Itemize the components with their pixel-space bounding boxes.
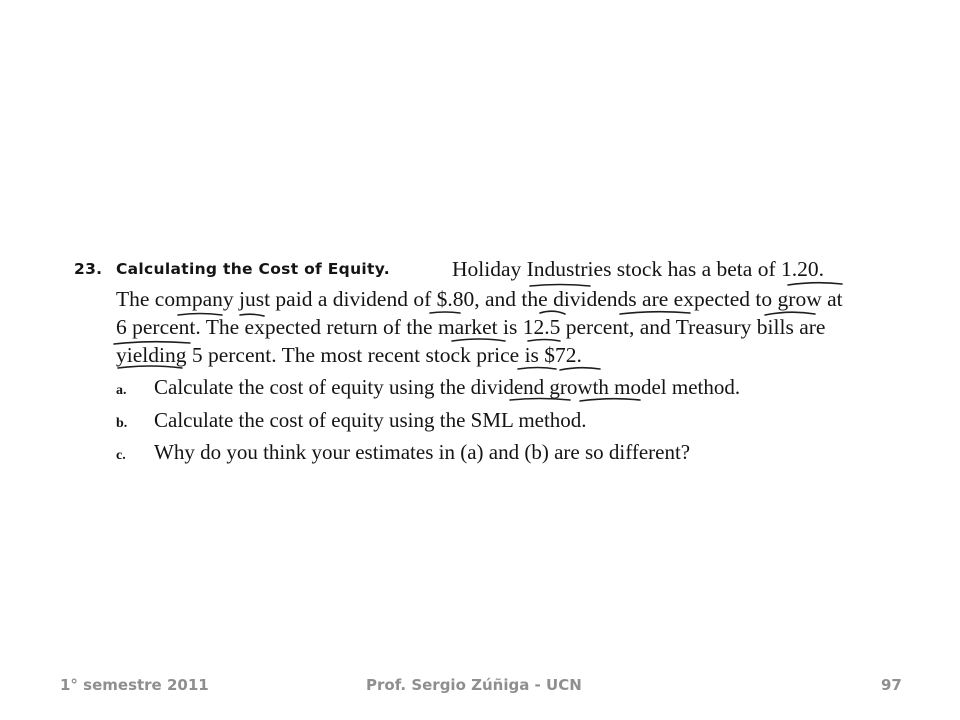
problem-text-line-1: Holiday Industries stock has a beta of 1.20. bbox=[452, 257, 824, 281]
question-c-text: Why do you think your estimates in (a) and (b) are so different? bbox=[154, 440, 691, 464]
problem-heading: Calculating the Cost of Equity. bbox=[116, 260, 390, 278]
footer-semester: 1° semestre 2011 bbox=[60, 676, 209, 694]
question-b-text: Calculate the cost of equity using the SML method. bbox=[154, 408, 587, 432]
question-a-text: Calculate the cost of equity using the dividend growth model method. bbox=[154, 375, 741, 399]
question-c-letter: c. bbox=[116, 448, 126, 463]
problem-text-line-3: 6 percent. The expected return of the market is 12.5 percent, and Treasury bills are bbox=[116, 315, 826, 339]
footer-author: Prof. Sergio Zúñiga - UCN bbox=[366, 676, 582, 694]
problem-number: 23. bbox=[74, 260, 103, 278]
problem-text-line-4: yielding 5 percent. The most recent stock price is $72. bbox=[116, 343, 582, 367]
problem-text-line-2: The company just paid a dividend of $.80, and the dividends are expected to grow at bbox=[116, 287, 843, 311]
question-b-letter: b. bbox=[116, 416, 128, 431]
footer-page-number: 97 bbox=[881, 676, 902, 694]
question-a-letter: a. bbox=[116, 383, 127, 398]
question-b bbox=[116, 406, 587, 438]
question-a bbox=[116, 373, 740, 405]
question-c bbox=[116, 438, 690, 470]
